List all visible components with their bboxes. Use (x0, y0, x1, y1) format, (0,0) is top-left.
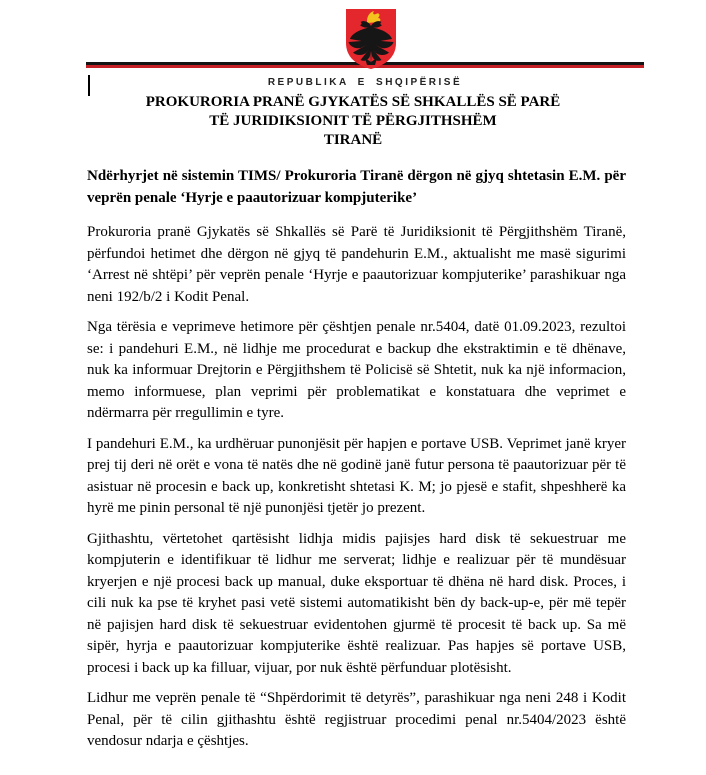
article-body (87, 166, 626, 762)
article-paragraph-2: Nga tërësia e veprimeve hetimore për çështjen penale nr.5404, datë 01.09.2023, rezultoi se: i pandehuri E.M., në lidhje me procedurat e backup dhe ekstraktimin e të dhënave, nuk ka informuar Drejtorin e Përgjithshem të Policisë së Shtetit, nuk ka një informacion, memo informuese, plan veprimi për problematikat e konstatuara dhe veprimet e ndërmarra për rregullimin e tyre. (87, 319, 626, 421)
albanian-eagle-emblem-icon (344, 7, 398, 71)
article-paragraph-3: I pandehuri E.M., ka urdhëruar punonjësit për hapjen e portave USB. Veprimet janë kryer prej tij deri në orët e vona të natës dhe në godinë janë futur persona të paautorizuar për të asistuar në procesin e back up, konkretisht shtetasi K. M; jo pjesë e stafit, shpeshherë ka hyrë me pinin personal të një punonjësi tjetër jo prezent. (87, 435, 626, 516)
article-headline: Ndërhyrjet në sistemin TIMS/ Prokuroria Tiranë dërgon në gjyq shtetasin E.M. për veprën penale ‘Hyrje e paautorizuar kompjuterike’ (87, 168, 626, 206)
institution-title-line3: TIRANË (323, 132, 383, 148)
article-paragraph-5: Lidhur me veprën penale të “Shpërdorimit të detyrës”, parashikuar nga neni 248 i Kodit Penal, për të cilin gjithashtu është regjistruar procedimi penal nr.5404/2023 është vendosur ndarja e çështjes. (87, 690, 626, 749)
article-paragraph-1: Prokuroria pranë Gjykatës së Shkallës së Parë të Juridiksionit të Përgjithshëm Tiranë, përfundoi hetimet dhe dërgon në gjyq të pandehurin E.M., aktualisht me masë sigurimi ‘Arrest në shtëpi’ për veprën penale ‘Hyrje e paautorizuar kompjuterike’ parashikuar nga neni 192/b/2 i Kodit Penal. (87, 224, 626, 305)
albania-coat-of-arms-icon (344, 7, 398, 71)
institution-title-line1: PROKURORIA PRANË GJYKATËS SË SHKALLËS SË PARË (145, 94, 561, 110)
republic-label: REPUBLIKA E SHQIPËRISË (267, 77, 463, 88)
article-paragraph-4: Gjithashtu, vërtetohet qartësisht lidhja midis pajisjes hard disk të sekuestruar me kompjuterin e identifikuar të lidhur me serverat; lidhje e realizuar për të mundësuar kryerjen e një procesi back up manual, duke eksportuar të dhëna në hard disk. Proces, i cili nuk ka pse të kryhet pasi vetë sistemi automatikisht bën dy back-up-e, për më tepër në pajisjen hard disk të sekuestruar evidentohen gjurmë të procesit të back up. Sa më sipër, hyrja e paautorizuar kompjuterike është realizuar. Pas hapjes së portave USB, procesi i back up ka filluar, vijuar, por nuk është përfunduar plotësisht. (87, 530, 626, 676)
institution-title-line2: TË JURIDIKSIONIT TË PËRGJITHSHËM (209, 113, 497, 129)
institution-title (0, 93, 706, 150)
